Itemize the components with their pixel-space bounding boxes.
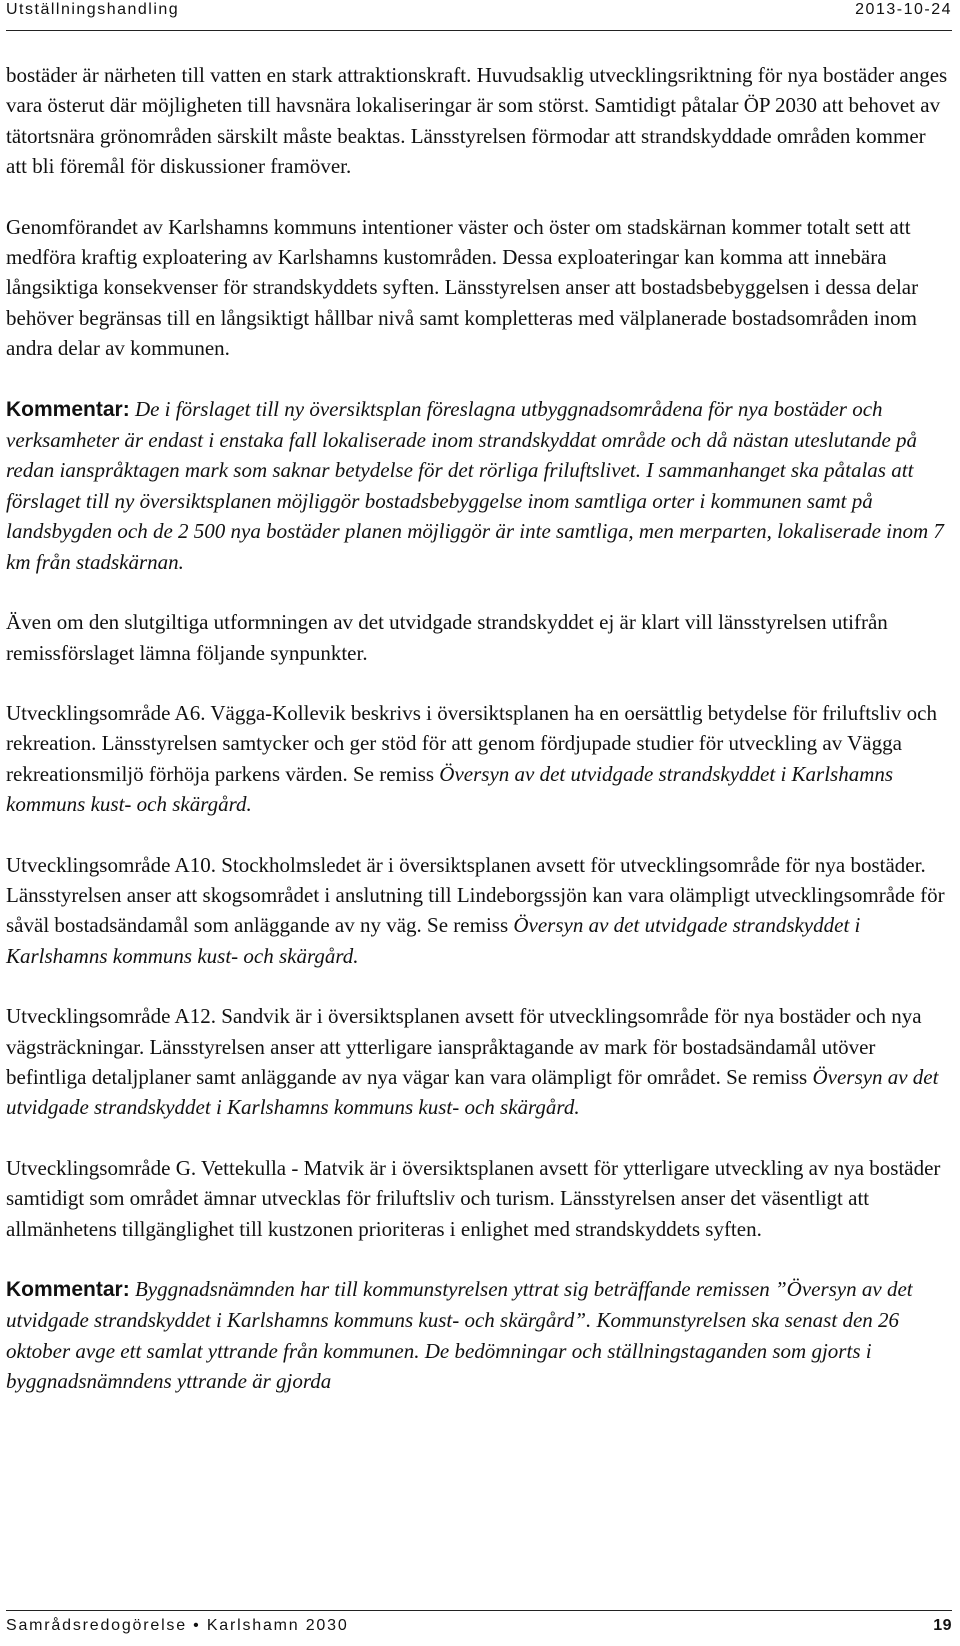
page-footer (6, 1610, 952, 1641)
paragraph: Även om den slutgiltiga utformningen av det utvidgade strandskyddet ej är klart vill länsstyrelsen utifrån remissförslaget lämna följande synpunkter. (6, 610, 888, 665)
remiss-title: Översyn av det utvidgade strandskyddet i Karlshamns kommuns kust- och skärgård. (6, 913, 861, 968)
paragraph-area-a10: Utvecklingsområde A10. Stockholmsledet är i översiktsplanen avsett för utvecklingsområde för nya bostäder. Länsstyrelsen anser att skogsområdet i anslutning till Lindeborgssjön kan vara olämpligt utvecklingsområde för såväl bostadsändamål som anläggande av ny väg. Se remiss Översyn av det utvidgade strandskyddet i Karlshamns kommuns kust- och skärgård. (6, 852, 945, 968)
paragraph-area-a6: Utvecklingsområde A6. Vägga-Kollevik beskrivs i översiktsplanen ha en oersättlig betydelse för friluftsliv och rekreation. Länsstyrelsen samtycker och ger stöd för att genom fördjupade studier för utveckling av Vägga rekreationsmiljö förhöja parkens värden. Se remiss Översyn av det utvidgade strandskyddet i Karlshamns kommuns kust- och skärgård. (6, 700, 937, 817)
page-header (6, 0, 952, 31)
comment-paragraph (6, 1274, 950, 1397)
document-body (6, 60, 950, 1397)
remiss-title: Översyn av det utvidgade strandskyddet i Karlshamns kommuns kust- och skärgård. (6, 1064, 939, 1120)
header-date: 2013-10-24 (855, 1, 952, 18)
footer-title: Samrådsredogörelse • Karlshamn 2030 (6, 1617, 349, 1634)
page-number: 19 (933, 1617, 952, 1634)
comment-label: Kommentar: (6, 397, 130, 421)
remiss-title: Översyn av det utvidgade strandskyddet i Karlshamns kommuns kust- och skärgård. (6, 761, 894, 817)
paragraph: Genomförandet av Karlshamns kommuns intentioner väster och öster om stadskärnan kommer totalt sett att medföra kraftig exploatering av Karlshamns kustområden. Dessa exploateringar kan komma att innebära långsiktiga konsekvenser för strandskyddets syften. Länsstyrelsen anser att bostadsbebyggelsen i dessa delar behöver begränsas till en långsiktigt hållbar nivå samt kompletteras med välplanerade bostadsområden inom andra delar av kommunen. (6, 214, 919, 361)
comment-paragraph (6, 394, 950, 577)
paragraph-area-a12: Utvecklingsområde A12. Sandvik är i översiktsplanen avsett för utvecklingsområde för nya bostäder och nya vägsträckningar. Länsstyrelsen anser att ytterligare ianspråktagande av mark för bostadsändamål utöver befintliga detaljplaner samt anläggande av nya vägar kan vara olämpligt för området. Se remiss Översyn av det utvidgade strandskyddet i Karlshamns kommuns kust- och skärgård. (6, 1004, 939, 1120)
paragraph: bostäder är närheten till vatten en stark attraktionskraft. Huvudsaklig utvecklingsriktning för nya bostäder anges vara österut där möjligheten till havsnära lokaliseringar är som störst. Samtidigt påtalar ÖP 2030 att behovet av tätortsnära grönområden särskilt måste beaktas. Länsstyrelsen förmodar att strandskyddade områden kommer att bli föremål för diskussioner framöver. (6, 63, 948, 179)
comment-text: De i förslaget till ny översiktsplan föreslagna utbyggnadsområdena för nya bostäder och verksamheter är endast i enstaka fall lokaliserade inom strandskyddat område och då nästan uteslutande på redan ianspråktagen mark som saknar betydelse för det rörliga friluftslivet. I sammanhanget ska påtalas att förslaget till ny översiktsplanen möjliggör bostadsbebyggelse inom samtliga orter i kommunen samt på landsbygden och de 2 500 nya bostäder planen möjliggör är inte samtliga, men merparten, lokaliserade inom 7 km från stadskärnan. (6, 396, 944, 574)
header-doc-type: Utställningshandling (6, 1, 180, 18)
paragraph-area-g: Utvecklingsområde G. Vettekulla - Matvik är i översiktsplanen avsett för ytterligare utveckling av nya bostäder samtidigt som området ämnar utvecklas för friluftsliv och turism. Länsstyrelsen anser det väsentligt att allmänhetens tillgänglighet till kustzonen prioriteras i enlighet med strandskyddets syften. (6, 1155, 941, 1241)
comment-text: Byggnadsnämnden har till kommunstyrelsen yttrat sig beträffande remissen ”Översyn av det utvidgade strandskyddet i Karlshamns kommuns kust- och skärgård”. Kommunstyrelsen ska senast den 26 oktober avge ett samlat yttrande från kommunen. De bedömningar och ställningstaganden som gjorts i byggnadsnämndens yttrande är gjorda (6, 1277, 913, 1394)
comment-label: Kommentar: (6, 1278, 130, 1301)
